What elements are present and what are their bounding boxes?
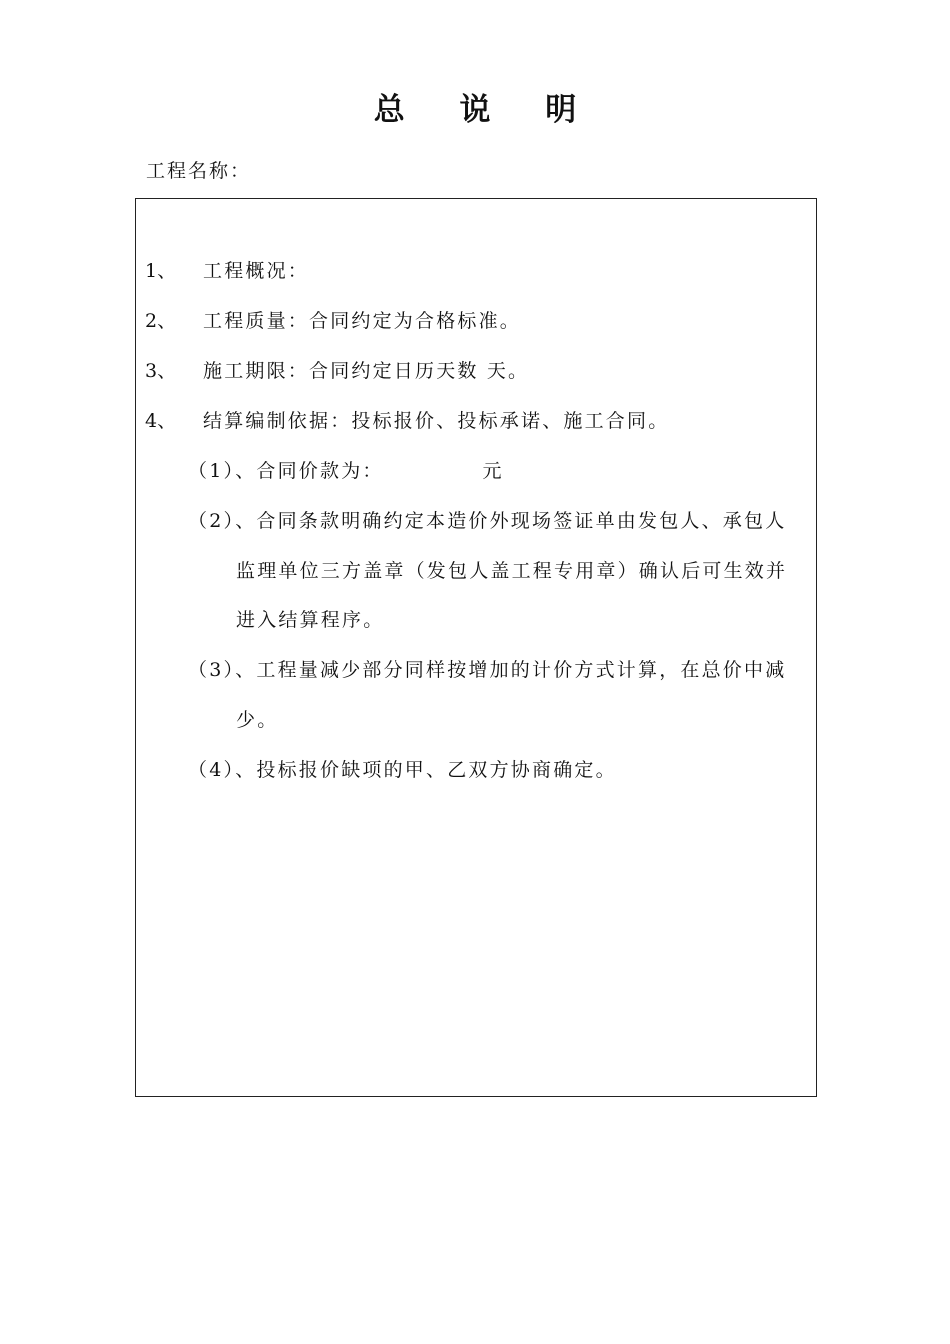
subitem-2-line-1: （2）、合同条款明确约定本造价外现场签证单由发包人、承包人 [188, 510, 787, 532]
section-2-text: 工程质量：合同约定为合格标准。 [203, 310, 522, 332]
subitem-2-line-2: 监理单位三方盖章（发包人盖工程专用章）确认后可生效并 [236, 560, 788, 582]
section-3-text: 施工期限：合同约定日历天数 天。 [203, 360, 530, 382]
subitem-3-line-1: （3）、工程量减少部分同样按增加的计价方式计算，在总价中减 [188, 659, 787, 681]
section-4-text: 结算编制依据：投标报价、投标承诺、施工合同。 [203, 410, 670, 432]
section-2-number: 2、 [145, 310, 177, 332]
subitem-1-line-1: （1）、合同价款为： 元 [188, 460, 504, 482]
section-1-text: 工程概况： [203, 260, 310, 282]
section-4-number: 4、 [145, 410, 177, 432]
section-1-number: 1、 [145, 260, 177, 282]
section-3-number: 3、 [145, 360, 177, 382]
project-name-label: 工程名称： [146, 160, 252, 182]
subitem-2-line-3: 进入结算程序。 [236, 609, 385, 631]
page-title: 总 说 明 [373, 92, 599, 128]
subitem-4-line-1: （4）、投标报价缺项的甲、乙双方协商确定。 [188, 759, 617, 781]
subitem-3-line-2: 少。 [236, 709, 279, 731]
